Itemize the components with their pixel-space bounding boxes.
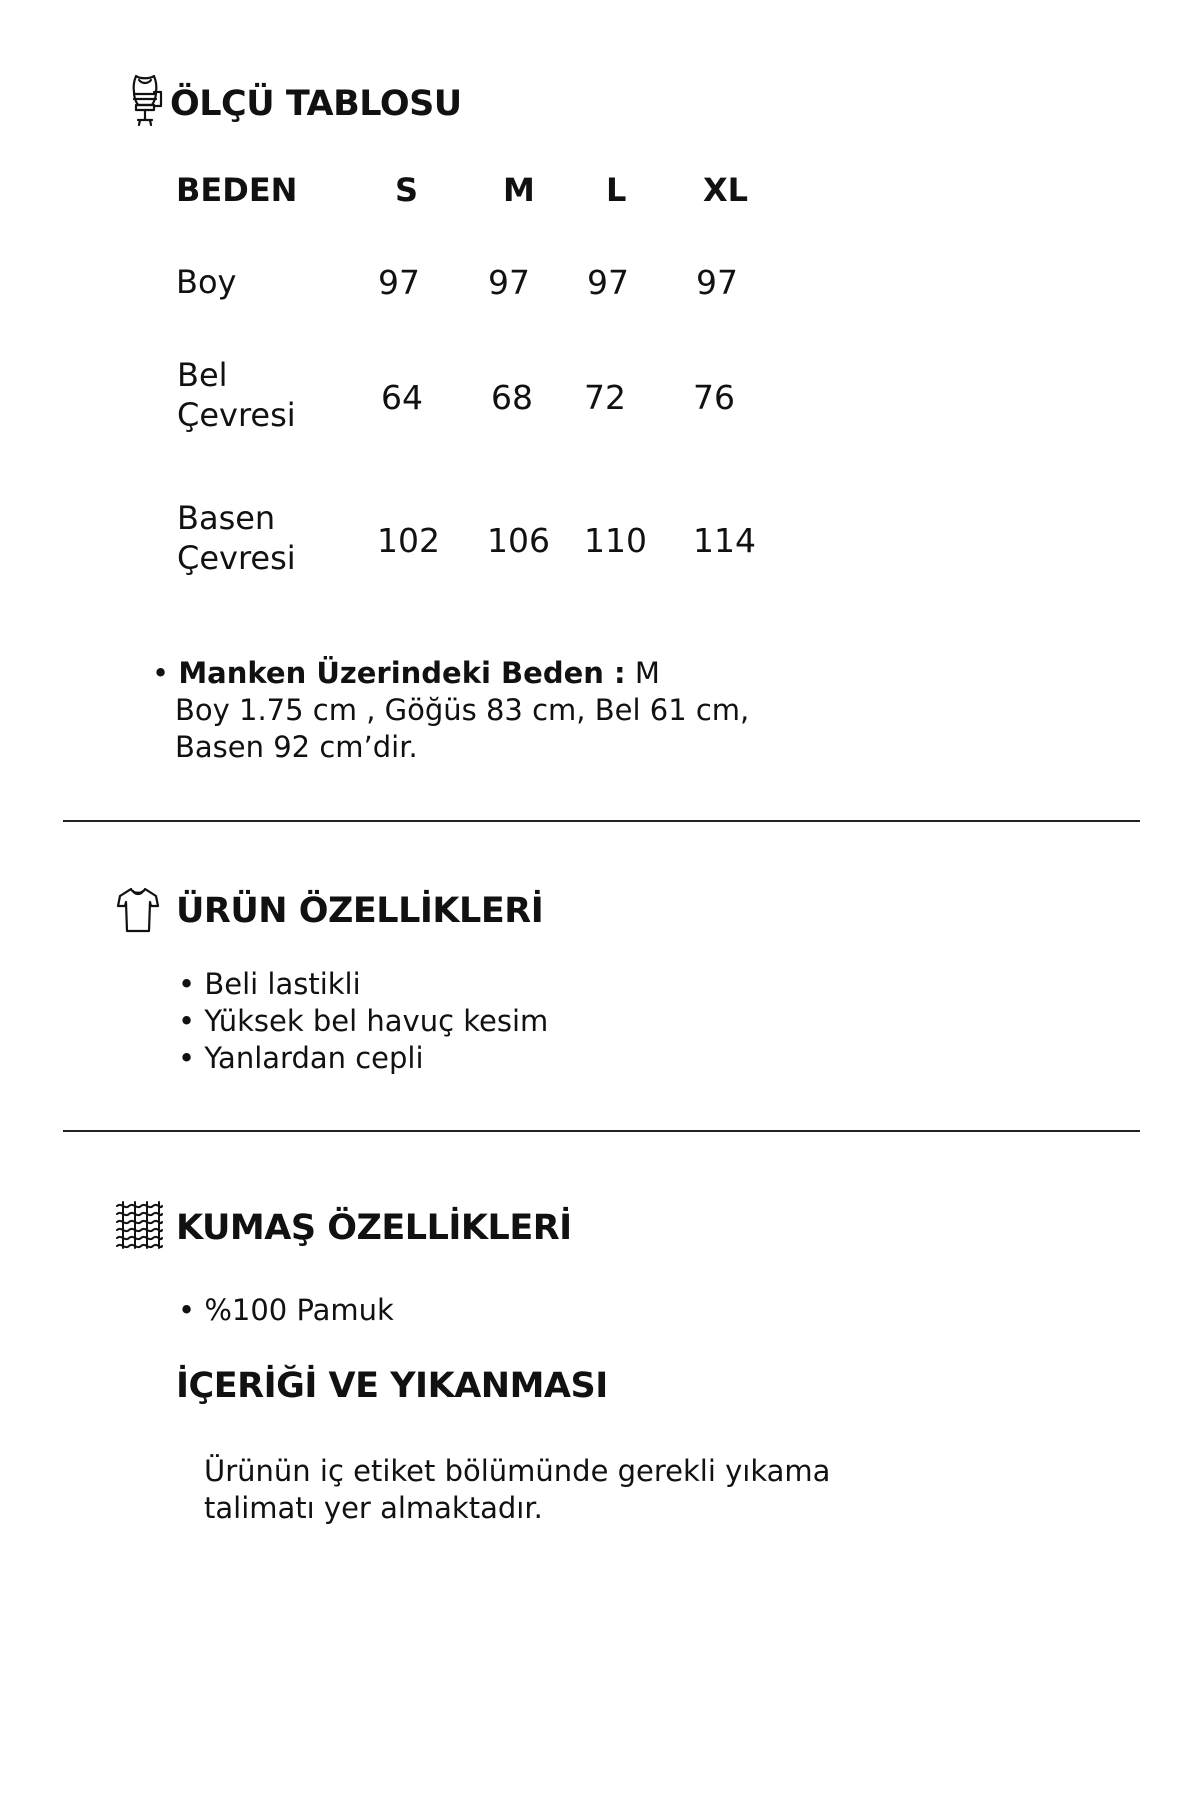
bullet: • xyxy=(152,656,170,690)
size-chart-title: ÖLÇÜ TABLOSU xyxy=(170,84,462,124)
table-cell: 97 xyxy=(696,263,738,302)
table-cell: 76 xyxy=(693,378,735,417)
list-item xyxy=(178,1292,394,1329)
tshirt-icon xyxy=(116,886,160,934)
mannequin-icon xyxy=(126,72,164,128)
care-text-line2: talimatı yer almaktadır. xyxy=(204,1491,543,1525)
table-cell: 68 xyxy=(491,378,533,417)
size-header-s: S xyxy=(395,171,419,209)
fabric-features-title: KUMAŞ ÖZELLİKLERİ xyxy=(176,1208,572,1248)
model-size-value: M xyxy=(634,656,660,690)
model-label: Manken Üzerindeki Beden : xyxy=(178,656,626,690)
size-header-xl: XL xyxy=(703,171,749,209)
bullet: • xyxy=(178,1004,196,1038)
list-item xyxy=(178,1040,424,1077)
model-info-line3: Basen 92 cm’dir. xyxy=(175,730,418,764)
section-divider xyxy=(63,820,1140,822)
list-item-text: %100 Pamuk xyxy=(204,1293,394,1327)
list-item xyxy=(178,1003,548,1040)
table-cell: 110 xyxy=(584,521,647,560)
table-cell: 106 xyxy=(487,521,550,560)
table-cell: 72 xyxy=(584,378,626,417)
care-text-line1: Ürünün iç etiket bölümünde gerekli yıkama xyxy=(204,1454,831,1488)
bullet: • xyxy=(178,967,196,1001)
list-item xyxy=(178,966,361,1003)
bullet: • xyxy=(178,1293,196,1327)
table-cell: 102 xyxy=(377,521,440,560)
section-divider xyxy=(63,1130,1140,1132)
row-label-bel-line2: Çevresi xyxy=(177,396,296,434)
list-item-text: Yanlardan cepli xyxy=(204,1041,424,1075)
care-title: İÇERİĞİ VE YIKANMASI xyxy=(176,1366,608,1406)
list-item-text: Beli lastikli xyxy=(204,967,361,1001)
table-cell: 97 xyxy=(488,263,530,302)
table-cell: 97 xyxy=(378,263,420,302)
list-item-text: Yüksek bel havuç kesim xyxy=(204,1004,549,1038)
row-label-basen-line1: Basen xyxy=(177,499,276,537)
row-label-basen-line2: Çevresi xyxy=(177,539,296,577)
product-features-title: ÜRÜN ÖZELLİKLERİ xyxy=(176,891,544,931)
model-info-line1 xyxy=(152,655,660,692)
row-label-bel-line1: Bel xyxy=(177,356,228,394)
size-header-l: L xyxy=(606,171,627,209)
table-cell: 97 xyxy=(587,263,629,302)
table-cell: 114 xyxy=(693,521,756,560)
fabric-texture-icon xyxy=(114,1200,164,1250)
size-header-m: M xyxy=(503,171,535,209)
table-cell: 64 xyxy=(381,378,423,417)
size-header-label: BEDEN xyxy=(176,171,298,209)
model-info-line2: Boy 1.75 cm , Göğüs 83 cm, Bel 61 cm, xyxy=(175,693,750,727)
bullet: • xyxy=(178,1041,196,1075)
row-label-boy: Boy xyxy=(176,263,237,301)
